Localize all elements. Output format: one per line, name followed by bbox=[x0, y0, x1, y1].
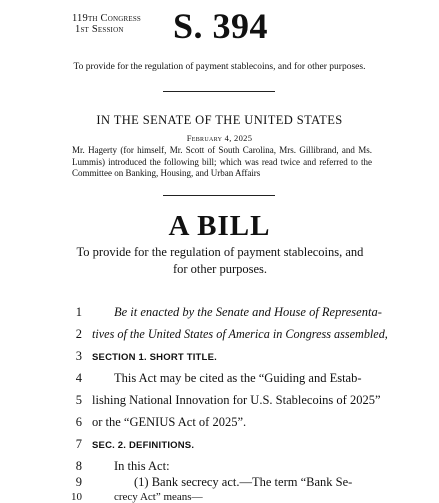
line-number: 5 bbox=[75, 393, 82, 407]
line-number: 8 bbox=[75, 459, 82, 473]
divider-top bbox=[163, 91, 275, 92]
line-number: 3 bbox=[75, 349, 82, 363]
congress-session bbox=[72, 13, 141, 35]
definition-1-line-2: crecy Act” means— bbox=[114, 491, 203, 503]
bill-title: A BILL bbox=[168, 210, 271, 242]
bill-number: S. 394 bbox=[173, 6, 269, 46]
line-number: 9 bbox=[75, 475, 82, 489]
chamber-heading: IN THE SENATE OF THE UNITED STATES bbox=[96, 113, 343, 127]
introduction-text: Mr. Hagerty (for himself, Mr. Scott of South Carolina, Mrs. Gillibrand, and Ms. Lummis) introduced the following bill; which was read twice and referred to the Committee on Banking, Housing, and Urban Affairs bbox=[72, 145, 372, 178]
divider-middle bbox=[163, 195, 275, 196]
enacting-clause-line-1: Be it enacted by the Senate and House of Representa- bbox=[114, 305, 382, 319]
section-1-line-2: lishing National Innovation for U.S. Stablecoins of 2025” bbox=[92, 393, 381, 407]
definitions-intro: In this Act: bbox=[114, 459, 170, 473]
session-label: 1st Session bbox=[75, 24, 124, 35]
purpose-line-1: To provide for the regulation of payment stablecoins, and bbox=[76, 245, 364, 259]
line-number: 7 bbox=[75, 437, 82, 451]
congress-label: 119th Congress bbox=[72, 13, 142, 24]
line-number: 4 bbox=[75, 371, 82, 385]
line-number: 2 bbox=[75, 327, 82, 341]
section-1-line-3: or the “GENIUS Act of 2025”. bbox=[92, 415, 247, 429]
line-number: 1 bbox=[75, 305, 82, 319]
section-1-line-1: This Act may be cited as the “Guiding and Estab- bbox=[114, 371, 362, 385]
definition-1-line-1: (1) Bank secrecy act.—The term “Bank Se- bbox=[134, 475, 353, 489]
section-1-heading: SECTION 1. SHORT TITLE. bbox=[92, 352, 217, 363]
line-number: 10 bbox=[71, 491, 82, 503]
introduction-date: February 4, 2025 bbox=[186, 133, 253, 143]
enacting-clause-line-2: tives of the United States of America in Congress assembled, bbox=[92, 327, 388, 341]
line-number: 6 bbox=[75, 415, 82, 429]
purpose-main bbox=[70, 244, 370, 278]
purpose-line-2: for other purposes. bbox=[172, 262, 268, 276]
purpose-short: To provide for the regulation of payment stablecoins, and for other purposes. bbox=[73, 62, 366, 72]
section-2-heading: SEC. 2. DEFINITIONS. bbox=[92, 440, 195, 451]
